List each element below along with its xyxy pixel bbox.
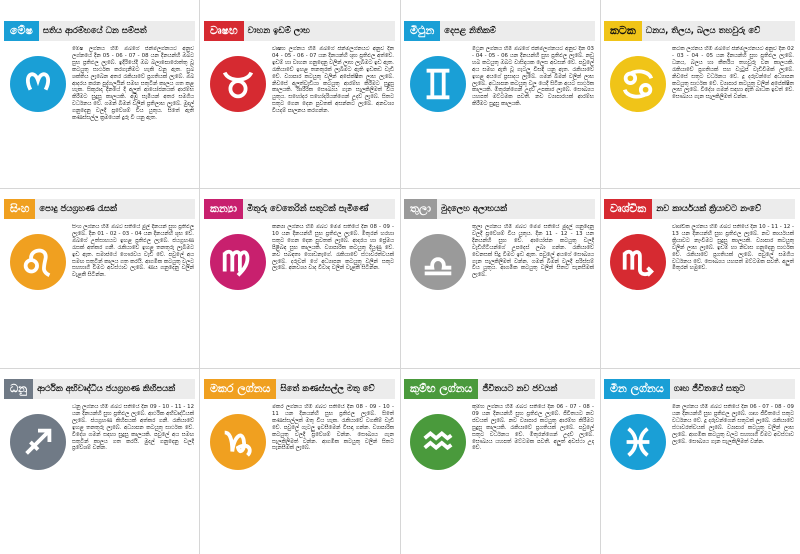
sign-text: මිථුන ලග්නය හිමි ඔබගේ ජන්මලග්නයට අනුව දින 03 - 04 - 05 - 06 යන දිනයන්හි සුභ ප්‍රතිඵල ලැබේ. නඩු හබ කටයුතු ඔබට වාසිදායක ලෙස අවසන් වේ. පවුලේ අය සමඟ ඇති වූ ගැටලු විසඳී යනු ඇත. රැකියාවේ ඉහළ අයගේ ප්‍රසාදය ලැබේ. ගමන් බිමන් වලින් ලාභ ලැබේ. අධ්‍යාපන කටයුතු වල යෙදී සිටින අයට සාර්ථක කාලයකි. මිතුරන්ගෙන් උදව් උපකාර ලැබේ. සෞඛ්‍යය යහපත් මට්ටමක පවතී. නව ව්‍යාපාරයක් ආරම්භ කිරීමට සුදුසු කාලයකි. (472, 46, 594, 108)
sign-header (604, 20, 795, 42)
sign-name: සිංහ (4, 199, 35, 219)
sign-card (4, 16, 195, 188)
sign-tagline: ධනය, තිලය, බලය තහවුරු වේ (642, 21, 795, 41)
sign-name: වෘශ්චික (604, 199, 652, 219)
sign-text: මේෂ ලග්නය හිමි ඔබගේ ජන්මලග්නයට අනුව ලග්නයේ දින 05 - 06 - 07 - 08 යන දිනයන්හි ඔබට සුභ ප්‍රතිඵල ලැබේ. ඉදිරියේදී ඔබ බලාපොරොත්තු වූ කටයුතු සාර්ථක කරගැනීමට හැකි වනු ඇත. සුබ ශක්තිය ලැබෙන අතර රැකියාවේ ප්‍රගතියක් ලැබේ. ඔබ ආදරය කරන පුද්ගලයින් සමඟ සතුටින් කාලය ගත කළ හැක. සිකුරාදා දිනයේ දී අලුත් ආයෝජනයක් ආරම්භ කිරීමට සුදුසු කාලයකි. අඹු සැමියන් අතර සමගිය වර්ධනය වේ. ගමන් බිමන් වලින් ප්‍රතිලාභ ලැබේ. මුදල් ගනුදෙනු වලදී ප්‍රවේශම් විය යුතුය. සිතේ ඇති කණස්සල්ල ක්‍රමයෙන් දුරු වී යනු ඇත. (72, 46, 194, 122)
sign-header (604, 198, 795, 220)
sign-text: කුම්භ ලග්නය හිමි ඔබට සතියේ දින 06 - 07 - 08 - 09 යන දිනයන්හි සුභ ප්‍රතිඵල ලැබේ. ජීවිතයට නව ජවයක් ලැබේ. නව ව්‍යාපාර කටයුතු ආරම්භ කිරීමට සුදුසු කාලයකි. රැකියාවේ ප්‍රගතියක් ලැබේ. පවුලේ සතුට වර්ධනය වේ. මිතුරන්ගෙන් උදව් ලැබේ. සෞඛ්‍යය යහපත් මට්ටමක පවතී. අලුත් අවස්ථා උදා වේ. (472, 404, 594, 452)
sagittarius-icon (10, 414, 66, 470)
sign-header (204, 378, 395, 400)
sign-card (204, 374, 395, 546)
sign-card (4, 194, 195, 366)
sign-tagline: ගෘහ ජීවිතයේ සතුට (670, 379, 795, 399)
sign-card (4, 374, 195, 546)
sign-card (404, 374, 595, 546)
leo-icon (10, 234, 66, 290)
sign-header (204, 20, 395, 42)
sign-tagline: නව කාර්යයක් ක්‍රියාවට නංවේ (652, 199, 795, 219)
gemini-icon (410, 56, 466, 112)
sign-text: වෘෂභ ලග්නය හිමි ඔබගේ ජන්මලග්නයට අනුව දින 04 - 05 - 06 - 07 යන දිනයන්හි ශුභ ප්‍රතිඵල අත්වේ. ඉඩම් හා වාහන ගනුදෙනු වලින් ලාභ ලැබීමට ඉඩ ඇත. රැකියාවේ ඉහළ තනතුරක් ලැබීමට ඇති ඉඩකඩ වැඩි වේ. ව්‍යාපාර කටයුතු වලින් අපේක්ෂිත ලාභ ලැබේ. නිවසේ අලුත්වැඩියා කටයුතු ආරම්භ කිරීමට සුදුසු කාලයකි. ශාරීරික සෞඛ්‍යය ගැන සැලකිලිමත් විය යුතුය. සහෝදර සහෝදරියන්ගෙන් උදව් ලැබේ. සිතට සතුට ගෙන දෙන පුවතක් අසන්නට ලැබේ. අනවශ්‍ය වියදම් පාලනය කරගන්න. (272, 46, 394, 115)
sign-header (4, 20, 195, 42)
capricorn-icon (210, 414, 266, 470)
sign-text: තුලා ලග්නය හිමි ඔබට මෙම සතියේ මුදල් ගනුදෙනු වලදී ප්‍රවේශම් විය යුතුය. දින 11 - 12 - 13 යන දිනයන්හි සුභ වේ. ආයෝජන කටයුතු වලදී වැඩිහිටියන්ගේ උපදෙස් ලබා ගන්න. රැකියාවේ වෙනසක් සිදු වීමට ඉඩ ඇත. පවුලේ අයගේ සෞඛ්‍යය ගැන සැලකිලිමත් වන්න. ගමන් බිමන් වලදී පරිස්සම් විය යුතුය. ආගමික කටයුතු වලින් සිතට සැනසීමක් ලැබේ. (472, 224, 594, 279)
sign-text: මීන ලග්නය හිමි ඔබට සතියේ දින 06 - 07 - 08 - 09 යන දිනයන්හි සුභ ප්‍රතිඵල ලැබේ. ගෘහ ජීවිතයේ සතුට වර්ධනය වේ. දූ දරුවන්ගෙන් සතුටක් ලැබේ. රැකියාවේ ස්ථාවරත්වයක් ලැබේ. ව්‍යාපාර කටයුතු වලින් ලාභ ලැබේ. ආගමික කටයුතු වලට සහභාගී වීමට අවස්ථාව ලැබේ. සෞඛ්‍යය ගැන සැලකිලිමත් වන්න. (672, 404, 794, 445)
sign-name: කන්‍යා (204, 199, 243, 219)
column-divider (600, 0, 601, 554)
sign-text: මකර ලග්නය හිමි ඔබට සතියේ දින 08 - 09 - 10 - 11 යන දිනයන්හි සුභ ප්‍රතිඵල ලැබේ. සිතේ කණස්සල්ලක් මතු විය හැක. රැකියාවේ වගකීම් වැඩි වේ. පවුලේ ගැටලු ඉවසීමෙන් විසඳා ගන්න. ව්‍යාපාරික කටයුතු වලදී ප්‍රවේශම් වන්න. සෞඛ්‍යය ගැන සැලකිලිමත් වන්න. ආගමික කටයුතු වලින් සිතට සැනසීමක් ලැබේ. (272, 404, 394, 452)
sign-text: කටක ලග්නය හිමි ඔබගේ ජන්මලග්නයට අනුව දින 02 - 03 - 04 - 05 යන දිනයන්හි සුභ ප්‍රතිඵල ලැබේ. ධනය, බලය හා කීර්තිය තහවුරු වන කාලයකි. රැකියාවේ ප්‍රගතියක් සහ වැටුප් වැඩිවීමක් ලැබේ. නිවසේ සතුට වර්ධනය වේ. දූ දරුවන්ගේ අධ්‍යාපන කටයුතු සාර්ථක වේ. ව්‍යාපාර කටයුතු වලින් අපේක්ෂිත ලාභ ලැබේ. විදේශ ගමන් සඳහා ඇති බාධක ඉවත් වේ. සෞඛ්‍යය ගැන සැලකිලිමත් වන්න. (672, 46, 794, 101)
sign-name: තුලා (404, 199, 437, 219)
sign-name: මකර ලග්නය (204, 379, 276, 399)
libra-icon (410, 234, 466, 290)
row-divider (0, 368, 800, 369)
column-divider (400, 0, 401, 554)
sign-tagline: මුදලෙහ අලාභයක් (437, 199, 595, 219)
row-divider (0, 188, 800, 189)
sign-header (4, 378, 195, 400)
sign-card (604, 16, 795, 188)
taurus-icon (210, 56, 266, 112)
sign-name: කටක (604, 21, 642, 41)
sign-text: සිංහ ලග්නය හිමි ඔබට සතියේ මුල් දිනයන් සුභ ප්‍රතිඵල ලැබේ. දින 01 - 02 - 03 - 04 යන දිනයන්හි ශුභ වේ. ඔබගේ උත්සාහයට ඉහළ ප්‍රතිඵල ලැබේ. ජයග්‍රහණ රැසක් අත්කර ගනී. රැකියාවේ ඉහළ තනතුරු ලැබීමට ඉඩ ඇත. සමාජයේ ගෞරවය වැඩි වේ. පවුලේ අය සමඟ සතුටින් කාලය ගත කරයි. ආගමික කටයුතු වලට සහභාගී වීමට අවස්ථාව ලැබේ. ණය ගනුදෙනු වලින් වැළකී සිටින්න. (72, 224, 194, 279)
column-divider (199, 0, 200, 554)
sign-card (604, 374, 795, 546)
sign-name: මිථුන (404, 21, 440, 41)
sign-name: ධනු (4, 379, 33, 399)
aquarius-icon (410, 414, 466, 470)
sign-header (404, 198, 595, 220)
sign-header (604, 378, 795, 400)
sign-tagline: පොදු ජයග්‍රහණ රැසක් (35, 199, 195, 219)
sign-header (404, 378, 595, 400)
sign-text: වෘශ්චික ලග්නය හිමි ඔබට සතියේ දින 10 - 11 - 12 - 13 යන දිනයන්හි සුභ ප්‍රතිඵල ලැබේ. නව කාර්යයක් ක්‍රියාවට නැංවීමට සුදුසු කාලයකි. ව්‍යාපාර කටයුතු වලින් ලාභ ලැබේ. ඉඩම් හා නිවාස ගනුදෙනු සාර්ථක වේ. රැකියාවේ ප්‍රගතියක් ලැබේ. පවුලේ සමගිය වර්ධනය වේ. සෞඛ්‍යය යහපත් මට්ටමක පවතී. අලුත් මිතුරන් හමුවේ. (672, 224, 794, 272)
sign-text: කන්‍යා ලග්නය හිමි ඔබට මෙම සතියේ දින 08 - 09 - 10 යන දිනයන්හි සුභ ප්‍රතිඵල ලැබේ. මිතුරන් හරහා සතුට ගෙන දෙන පුවතක් ලැබේ. ආදරය හා ප්‍රේමය පිළිබඳ සුභ කාලයකි. ව්‍යාපාරික කටයුතු දියුණු වේ. නව සබඳතා ගොඩනැගේ. රැකියාවේ ස්ථාවරත්වයක් ලැබේ. දරුවන් ගේ අධ්‍යාපන කටයුතු වලින් සතුට ලැබේ. අනවශ්‍ය වාද විවාද වලින් වැළකී සිටින්න. (272, 224, 394, 272)
scorpio-icon (610, 234, 666, 290)
sign-header (4, 198, 195, 220)
sign-card (204, 194, 395, 366)
sign-name: කුම්භ ලග්නය (404, 379, 478, 399)
sign-card (404, 194, 595, 366)
sign-card (604, 194, 795, 366)
sign-text: ධනු ලග්නය හිමි ඔබට සතියේ දින 09 - 10 - 11 - 12 යන දිනයන්හි සුභ ප්‍රතිඵල ලැබේ. ආර්ථික අභිවෘද්ධියක් ලැබේ. ජයග්‍රහණ කිහිපයක් අත්කර ගනී. රැකියාවේ ඉහළ තනතුරු ලැබේ. අධ්‍යාපන කටයුතු සාර්ථක වේ. විදේශ ගමන් සඳහා සුදුසු කාලයකි. පවුලේ අය සමඟ සතුටින් කාලය ගත කරයි. මුදල් ගනුදෙනු වලදී ප්‍රවේශම් වන්න. (72, 404, 194, 452)
sign-name: මීන ලග්නය (604, 379, 670, 399)
sign-card (404, 16, 595, 188)
sign-card (204, 16, 395, 188)
sign-tagline: ජීවිතයට නව ජවයක් (478, 379, 595, 399)
sign-tagline: වාහන ඉඩම් ලාභ (244, 21, 395, 41)
sign-tagline: දෙපළ නිතිකම් (440, 21, 595, 41)
sign-header (404, 20, 595, 42)
sign-name: වෘෂභ (204, 21, 244, 41)
sign-header (204, 198, 395, 220)
pisces-icon (610, 414, 666, 470)
virgo-icon (210, 234, 266, 290)
sign-name: මේෂ (4, 21, 39, 41)
sign-tagline: සතිය ආරම්භයේ ධන සම්පත් (39, 21, 195, 41)
sign-tagline: මිතුරු වෙතෙරින් සතුටක් පැමිණේ (243, 199, 395, 219)
aries-icon (10, 56, 66, 112)
cancer-icon (610, 56, 666, 112)
sign-tagline: සිතේ කණස්සල්ල මතු වේ (276, 379, 395, 399)
sign-tagline: ආර්ථික අභිවෘද්ධිය ජයග්‍රහණ කිහිපයක් (33, 379, 195, 399)
